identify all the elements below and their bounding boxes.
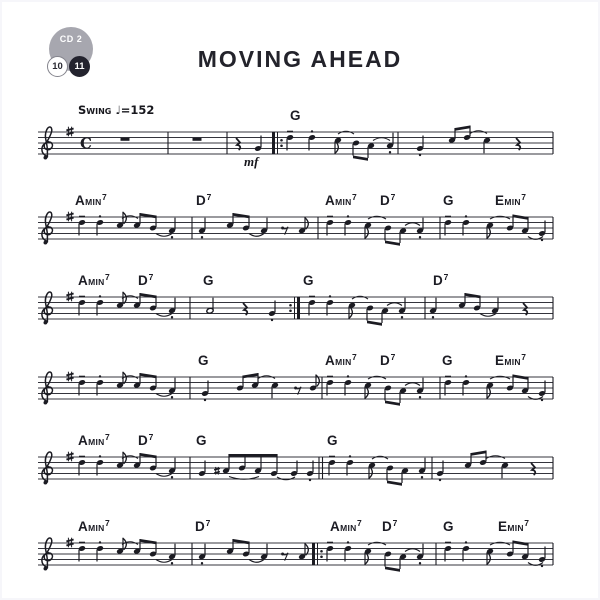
chord-e: 7 <box>205 518 211 528</box>
chord-e: 7 <box>105 272 111 282</box>
chord-q: MIN <box>335 357 352 367</box>
chord-r: G <box>196 433 207 448</box>
staff-system-5 <box>38 451 553 486</box>
chord-q: MIN <box>340 523 357 533</box>
svg-text:C: C <box>80 134 92 153</box>
chord-e: 7 <box>352 352 358 362</box>
chord-e: 7 <box>521 192 527 202</box>
chord-r: D <box>196 193 207 208</box>
chord-r: G <box>443 519 454 534</box>
chord-r: G <box>303 273 314 288</box>
staff-system-1 <box>38 126 553 161</box>
chord-r: D <box>138 433 149 448</box>
chord-r: D <box>195 519 206 534</box>
chord-r: A <box>78 433 89 448</box>
dynamic-marking: mf <box>244 154 259 169</box>
track-number-badge: 10 <box>47 56 68 77</box>
chord-r: A <box>78 273 89 288</box>
cd-label: CD 2 <box>59 34 83 44</box>
chord-r: G <box>198 353 209 368</box>
chord-e: 7 <box>521 352 527 362</box>
chord-q: MIN <box>504 357 521 367</box>
chord-q: MIN <box>507 523 524 533</box>
chord-r: D <box>138 273 149 288</box>
chord-q: MIN <box>88 277 105 287</box>
chord-e: 7 <box>206 192 212 202</box>
chord-r: A <box>330 519 341 534</box>
staff-system-2 <box>38 212 553 246</box>
chord-r: G <box>327 433 338 448</box>
chord-r: E <box>495 193 505 208</box>
chord-e: 7 <box>105 432 111 442</box>
staff-system-3 <box>38 292 553 326</box>
chord-r: G <box>443 193 454 208</box>
staff-system-6 <box>38 538 553 572</box>
chord-r: D <box>380 193 391 208</box>
chord-e: 7 <box>102 192 108 202</box>
chord-r: E <box>495 353 505 368</box>
chord-e: 7 <box>352 192 358 202</box>
chord-r: A <box>78 519 89 534</box>
chord-r: D <box>380 353 391 368</box>
chord-q: MIN <box>88 523 105 533</box>
chord-e: 7 <box>392 518 398 528</box>
chord-e: 7 <box>148 272 154 282</box>
chord-e: 7 <box>390 192 396 202</box>
chord-r: G <box>290 108 301 123</box>
chord-q: MIN <box>85 197 102 207</box>
chord-r: G <box>442 353 453 368</box>
track-number-badge: 11 <box>69 56 90 77</box>
chord-r: A <box>75 193 86 208</box>
chord-e: 7 <box>443 272 449 282</box>
chord-r: E <box>498 519 508 534</box>
staff-system-4 <box>38 372 553 406</box>
chord-e: 7 <box>357 518 363 528</box>
chord-r: A <box>325 353 336 368</box>
chord-q: MIN <box>335 197 352 207</box>
chord-r: D <box>433 273 444 288</box>
chord-q: MIN <box>504 197 521 207</box>
chord-e: 7 <box>148 432 154 442</box>
chord-r: A <box>325 193 336 208</box>
chord-r: D <box>382 519 393 534</box>
tempo-marking: Swing ♩=152 <box>78 103 155 117</box>
chord-q: MIN <box>88 437 105 447</box>
page-title: MOVING AHEAD <box>197 46 403 72</box>
chord-e: 7 <box>390 352 396 362</box>
chord-e: 7 <box>524 518 530 528</box>
chord-e: 7 <box>105 518 111 528</box>
chord-r: G <box>203 273 214 288</box>
